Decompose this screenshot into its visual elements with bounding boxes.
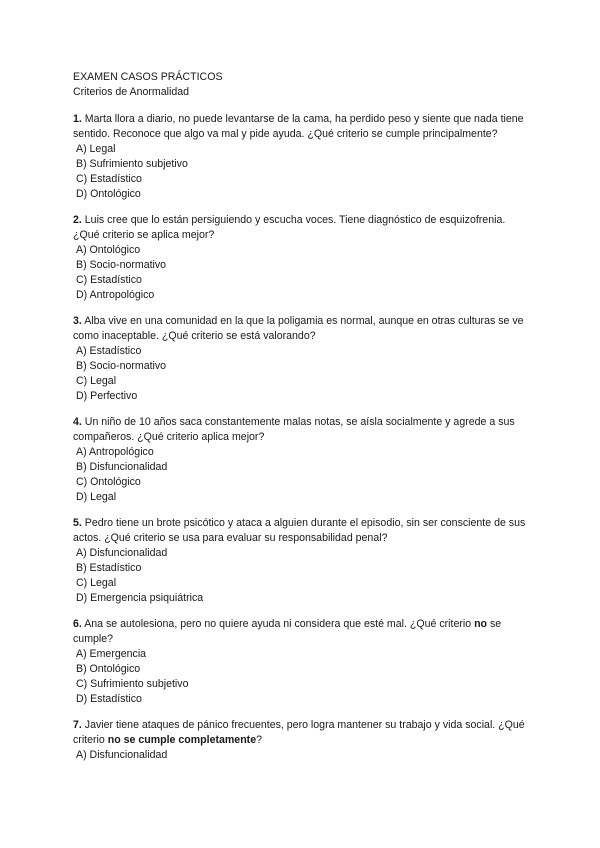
option-d[interactable]: D) Emergencia psiquiátrica [76, 592, 204, 604]
question-text [73, 314, 530, 344]
answer-options [73, 748, 530, 763]
question-body: Pedro tiene un brote psicótico y ataca a alguien durante el episodio, sin ser consciente de sus actos. ¿Qué criterio se usa para evaluar su responsabilidad penal? [73, 517, 526, 544]
option-d[interactable]: D) Legal [76, 491, 117, 503]
option-d[interactable]: D) Perfectivo [76, 390, 138, 402]
question-7 [73, 718, 530, 763]
question-body: Un niño de 10 años saca constantemente malas notas, se aísla socialmente y agrede a sus compañeros. ¿Qué criterio aplica mejor? [73, 416, 515, 443]
option-b[interactable]: B) Disfuncionalidad [76, 461, 168, 473]
option-c[interactable]: C) Legal [76, 577, 117, 589]
answer-options [73, 647, 530, 707]
question-text [73, 617, 530, 647]
option-c[interactable]: C) Estadístico [76, 173, 142, 185]
question-body-start: Javier tiene ataques de pánico frecuentes, pero logra mantener su trabajo y vida social. ¿Qué criterio [73, 719, 525, 746]
answer-options [73, 142, 530, 202]
option-c[interactable]: C) Estadístico [76, 274, 142, 286]
exam-subtitle: Criterios de Anormalidad [73, 86, 189, 98]
answer-options [73, 445, 530, 505]
question-body-end: ? [256, 734, 262, 746]
option-a[interactable]: A) Legal [76, 143, 116, 155]
answer-options [73, 344, 530, 404]
option-a[interactable]: A) Ontológico [76, 244, 141, 256]
question-text [73, 718, 530, 748]
question-body: Alba vive en una comunidad en la que la poligamia es normal, aunque en otras culturas se ve como inaceptable. ¿Qué criterio se está valorando? [73, 315, 524, 342]
question-text [73, 516, 530, 546]
question-body-start: Ana se autolesiona, pero no quiere ayuda ni considera que esté mal. ¿Qué criterio [81, 618, 475, 630]
option-a[interactable]: A) Antropológico [76, 446, 154, 458]
option-a[interactable]: A) Emergencia [76, 648, 147, 660]
answer-options [73, 546, 530, 606]
question-number: 5. [73, 517, 82, 529]
option-b[interactable]: B) Ontológico [76, 663, 141, 675]
option-c[interactable]: C) Legal [76, 375, 117, 387]
option-d[interactable]: D) Ontológico [76, 188, 141, 200]
question-text [73, 213, 530, 243]
question-emphasis: no se cumple completamente [107, 734, 257, 746]
question-3 [73, 314, 530, 404]
question-text [73, 415, 530, 445]
question-text [73, 112, 530, 142]
question-body-end: se cumple? [73, 618, 502, 645]
question-4 [73, 415, 530, 505]
answer-options [73, 243, 530, 303]
option-b[interactable]: B) Socio-normativo [76, 360, 167, 372]
question-number: 1. [73, 113, 82, 125]
question-6 [73, 617, 530, 707]
option-c[interactable]: C) Sufrimiento subjetivo [76, 678, 189, 690]
question-body: Marta llora a diario, no puede levantarse de la cama, ha perdido peso y siente que nada tiene sentido. Reconoce que algo va mal y pide ayuda. ¿Qué criterio se cumple principalmente? [73, 113, 524, 140]
option-c[interactable]: C) Ontológico [76, 476, 141, 488]
exam-title: EXAMEN CASOS PRÁCTICOS [73, 71, 223, 83]
question-number: 7. [73, 719, 82, 731]
question-number: 6. [73, 618, 82, 630]
option-b[interactable]: B) Sufrimiento subjetivo [76, 158, 188, 170]
question-number: 2. [73, 214, 82, 226]
question-number: 3. [73, 315, 82, 327]
option-a[interactable]: A) Disfuncionalidad [76, 749, 168, 761]
question-1 [73, 112, 530, 202]
question-number: 4. [73, 416, 82, 428]
exam-header [73, 70, 530, 100]
option-d[interactable]: D) Antropológico [76, 289, 155, 301]
option-d[interactable]: D) Estadístico [76, 693, 142, 705]
option-b[interactable]: B) Socio-normativo [76, 259, 167, 271]
question-emphasis: no [474, 618, 488, 630]
option-a[interactable]: A) Estadístico [76, 345, 142, 357]
option-a[interactable]: A) Disfuncionalidad [76, 547, 168, 559]
question-5 [73, 516, 530, 606]
question-body: Luis cree que lo están persiguiendo y escucha voces. Tiene diagnóstico de esquizofrenia. ¿Qué criterio se aplica mejor? [73, 214, 506, 241]
option-b[interactable]: B) Estadístico [76, 562, 142, 574]
question-2 [73, 213, 530, 303]
